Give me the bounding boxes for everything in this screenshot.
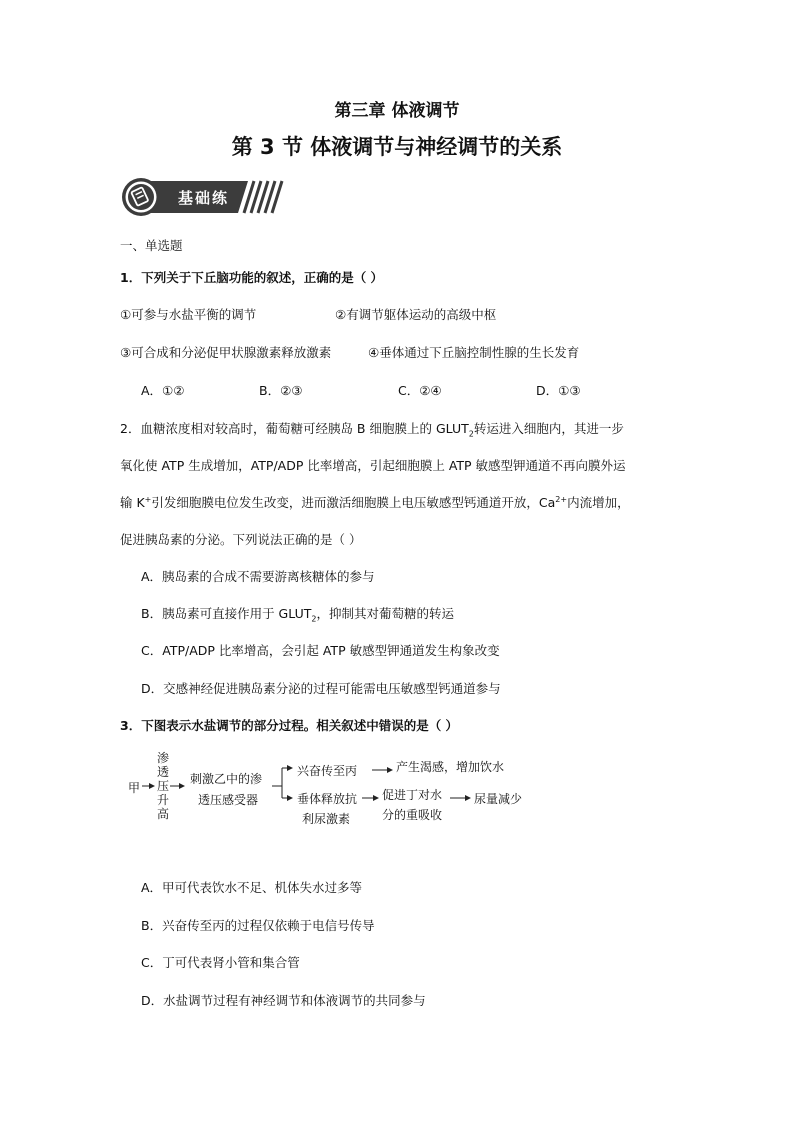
q1-statement-3: ③可合成和分泌促甲状腺激素释放激素 bbox=[120, 345, 332, 360]
diagram-osmotic-rise: 渗 透 压 升 高 bbox=[156, 751, 169, 821]
diagram-jia: 甲 bbox=[128, 781, 141, 795]
diagram-urine-decrease: 尿量减少 bbox=[474, 792, 523, 806]
q1-statement-1: ①可参与水盐平衡的调节 bbox=[120, 307, 257, 322]
diagram-receptor-line-2: 透压感受器 bbox=[198, 793, 259, 807]
q2-stem-line-1: 2．血糖浓度相对较高时，葡萄糖可经胰岛 B 细胞膜上的 $GLUT_2$转运进入细胞内，其进一步 bbox=[120, 421, 624, 439]
diagram-reabsorb-line-2: 分的重吸收 bbox=[382, 808, 443, 822]
q2-option-d[interactable]: D．交感神经促进胰岛素分泌的过程可能需电压敏感型钙通道参与 bbox=[141, 681, 501, 696]
q1-stem: 1．下列关于下丘脑功能的叙述，正确的是（ ） bbox=[120, 270, 384, 285]
section-title: 第 3 节 体液调节与神经调节的关系 bbox=[231, 135, 563, 159]
q1-option-c[interactable]: C．②④ bbox=[398, 383, 442, 398]
chapter-title: 第三章 体液调节 bbox=[334, 101, 460, 121]
q3-option-d[interactable]: D．水盐调节过程有神经调节和体液调节的共同参与 bbox=[141, 993, 426, 1008]
q1-option-b[interactable]: B．②③ bbox=[259, 383, 303, 398]
q1-statement-2: ②有调节躯体运动的高级中枢 bbox=[335, 307, 497, 322]
water-salt-flow-diagram bbox=[120, 750, 540, 830]
q2-option-b[interactable]: B．胰岛素可直接作用于 $GLUT_2$，抑制其对葡萄糖的转运 bbox=[141, 606, 454, 624]
banner-label: 基础练 bbox=[178, 189, 230, 207]
q3-option-b[interactable]: B．兴奋传至丙的过程仅依赖于电信号传导 bbox=[141, 918, 375, 933]
diagram-excite-bing: 兴奋传至丙 bbox=[297, 764, 358, 778]
diagram-pituitary-line-1: 垂体释放抗 bbox=[297, 792, 358, 806]
q3-option-c[interactable]: C．丁可代表肾小管和集合管 bbox=[141, 955, 300, 970]
q3-option-a[interactable]: A．甲可代表饮水不足、机体失水过多等 bbox=[141, 880, 363, 895]
q2-stem-line-2: 氧化使 ATP 生成增加，ATP/ADP 比率增高，引起细胞膜上 ATP 敏感型钾通道不再向膜外运 bbox=[120, 458, 626, 473]
diagram-receptor-line-1: 刺激乙中的渗 bbox=[190, 772, 263, 786]
q1-statement-4: ④垂体通过下丘脑控制性腺的生长发育 bbox=[368, 345, 580, 360]
section-banner bbox=[120, 177, 290, 217]
q2-option-a[interactable]: A．胰岛素的合成不需要游离核糖体的参与 bbox=[141, 569, 375, 584]
part-heading: 一、单选题 bbox=[120, 238, 183, 253]
q1-option-d[interactable]: D．①③ bbox=[536, 383, 581, 398]
q2-stem-line-3: 输 K+引发细胞膜电位发生改变，进而激活细胞膜上电压敏感型钙通道开放，$Ca^{2+}$内流增加， bbox=[120, 494, 630, 510]
q3-stem: 3．下图表示水盐调节的部分过程。相关叙述中错误的是（ ） bbox=[120, 718, 459, 733]
q2-option-c[interactable]: C．ATP/ADP 比率增高，会引起 ATP 敏感型钾通道发生构象改变 bbox=[141, 643, 500, 658]
q2-stem-line-4: 促进胰岛素的分泌。下列说法正确的是（ ） bbox=[120, 532, 362, 547]
q1-option-a[interactable]: A．①② bbox=[141, 383, 185, 398]
diagram-pituitary-line-2: 利尿激素 bbox=[302, 812, 351, 826]
diagram-reabsorb-line-1: 促进丁对水 bbox=[382, 788, 443, 802]
diagram-thirst: 产生渴感，增加饮水 bbox=[396, 760, 505, 774]
